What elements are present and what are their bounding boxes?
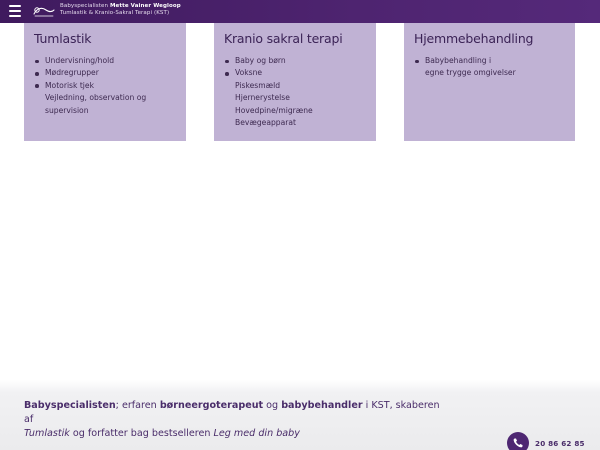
brand-tagline: Tumlastik & Kranio-Sakral Terapi (KST) — [60, 10, 170, 16]
list-item: Mødregrupper — [34, 67, 177, 79]
footer-book-title: Leg med din baby — [213, 428, 300, 439]
hamburger-menu-icon[interactable] — [9, 5, 21, 17]
list-item: Baby og børn — [224, 55, 367, 67]
site-brand[interactable] — [60, 3, 181, 17]
list-item: Motorisk tjek — [34, 80, 177, 92]
card-item-list — [224, 55, 367, 129]
list-item: Voksne — [224, 67, 367, 79]
footer-role-ergoterapeut: børneergoterapeut — [159, 400, 264, 411]
list-item: Piskesmæld — [235, 80, 281, 90]
card-title: Tumlastik — [34, 31, 92, 46]
footer-text-segment: og forfatter bag bestselleren — [69, 428, 214, 439]
top-navigation-bar — [0, 0, 600, 23]
footer-tumlastik: Tumlastik — [24, 428, 70, 439]
list-item: Hovedpine/migræne — [235, 105, 313, 115]
footer-text-segment: i KST, skaberen af — [24, 400, 440, 425]
list-item: Hjernerystelse — [235, 93, 290, 103]
card-title: Hjemmebehandling — [414, 31, 534, 46]
list-item: Undervisning/hold — [34, 55, 177, 67]
list-item: egne trygge omgivelser — [425, 68, 516, 78]
phone-number-link[interactable]: 20 86 62 85 — [535, 439, 585, 448]
brand-prefix: Babyspecialisten — [60, 3, 109, 9]
footer-brand: Babyspecialisten — [24, 400, 116, 411]
phone-handset-icon — [512, 437, 524, 449]
footer-role-babybehandler: babybehandler — [281, 400, 363, 411]
brand-line-1 — [60, 3, 181, 10]
list-item: Vejledning, observation og — [45, 93, 147, 103]
list-item: supervision — [45, 105, 89, 115]
footer-text-segment: ; erfaren — [115, 400, 160, 411]
footer-intro-text — [24, 399, 444, 441]
list-item: Bevægeapparat — [235, 118, 297, 128]
card-title: Kranio sakral terapi — [224, 31, 343, 46]
service-card-kranio-sakral[interactable] — [214, 23, 376, 141]
service-card-hjemmebehandling[interactable] — [404, 23, 575, 141]
baby-logo-icon[interactable] — [32, 4, 56, 19]
phone-icon[interactable] — [507, 432, 529, 450]
footer-text-segment: og — [263, 400, 282, 411]
brand-owner-name: Mette Vainer Wegloop — [109, 3, 181, 9]
list-item: Babybehandling i — [414, 55, 566, 67]
card-item-list — [414, 55, 566, 80]
service-card-tumlastik[interactable] — [24, 23, 186, 141]
card-item-list — [34, 55, 177, 117]
